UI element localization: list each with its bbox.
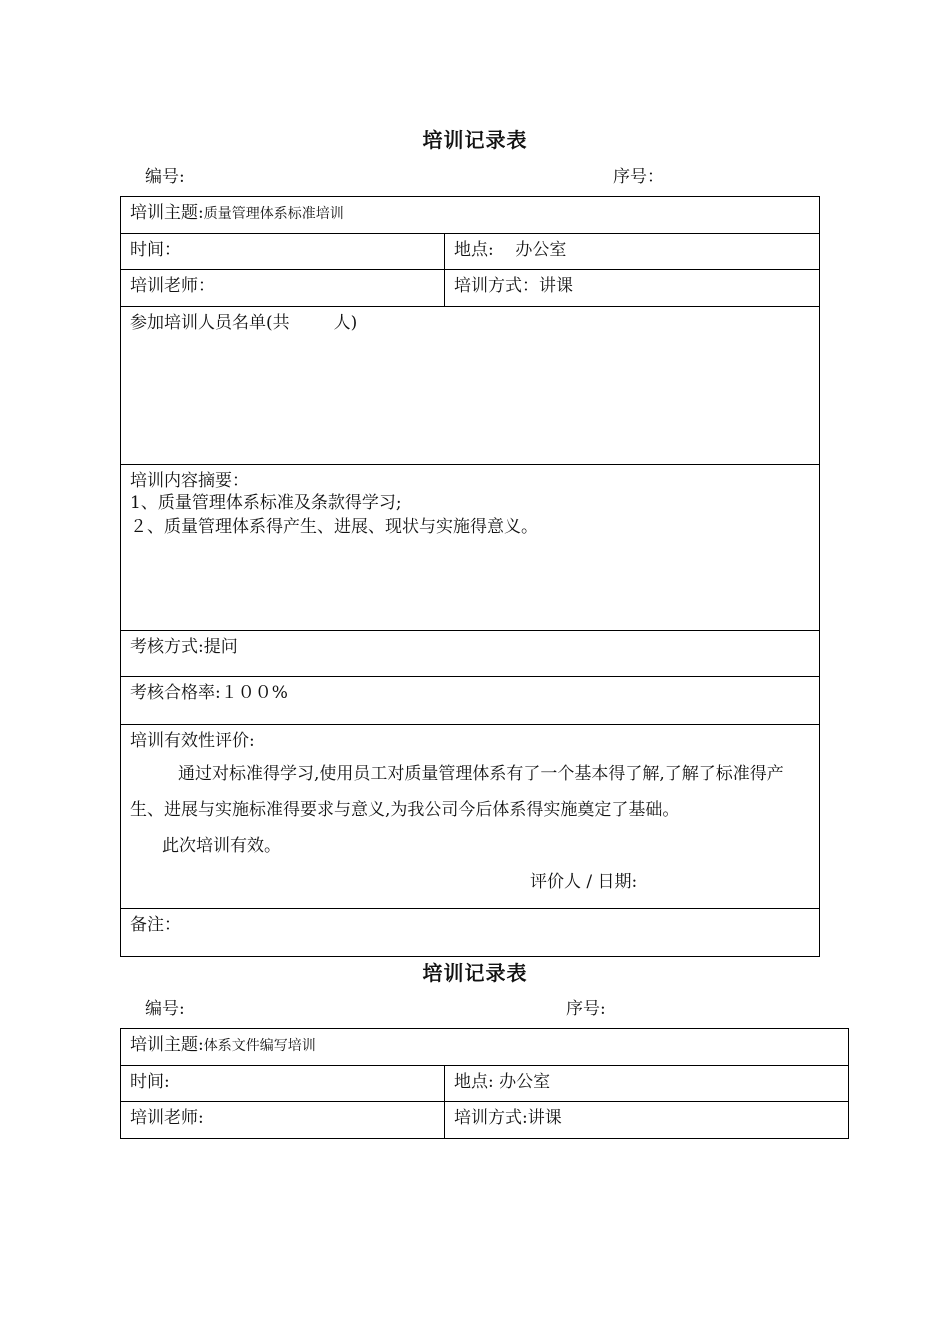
form1-content-label: 培训内容摘要： xyxy=(130,471,249,491)
form1-topic-label: 培训主题: xyxy=(130,203,204,223)
form2-location-cell xyxy=(445,1066,849,1102)
form1-topic-cell xyxy=(121,197,820,234)
form2-topic-cell xyxy=(121,1029,849,1066)
form1-evaluation-conclusion: 此次培训有效。 xyxy=(162,836,281,856)
form2-title: 培训记录表 xyxy=(422,961,528,985)
form2-method-cell xyxy=(445,1102,849,1139)
form1-location-label: 地点: xyxy=(454,240,494,260)
form1-content-cell xyxy=(121,465,820,631)
form1-time-cell xyxy=(121,234,445,270)
form1-evaluator-label: 评价人 / 日期: xyxy=(530,872,638,892)
form1-pass-rate-cell xyxy=(121,677,820,725)
form2-table xyxy=(120,1028,849,1139)
form2-location-value: 办公室 xyxy=(499,1072,551,1092)
form1-evaluation-text: 通过对标准得学习,使用员工对质量管理体系有了一个基本得了解,了解了标准得产生、进展与实施标准得要求与意义,为我公司今后体系得实施奠定了基础。 xyxy=(130,764,784,820)
form1-method-cell xyxy=(445,270,820,307)
form1-attendees-prefix: 参加培训人员名单(共 xyxy=(130,313,290,333)
form2-teacher-cell xyxy=(121,1102,445,1139)
form1-content-item-1: 1、质量管理体系标准及条款得学习; xyxy=(130,493,402,513)
form1-number-label: 编号: xyxy=(145,167,185,187)
form1-method-label: 培训方式： xyxy=(454,276,539,296)
form1-location-value: 办公室 xyxy=(515,240,567,260)
form1-assessment-method: 考核方式:提问 xyxy=(130,637,238,657)
form1-teacher-cell xyxy=(121,270,445,307)
form2-location-label: 地点: xyxy=(454,1072,494,1092)
form1-evaluation-label: 培训有效性评价: xyxy=(130,731,255,751)
form2-time-label: 时间: xyxy=(130,1072,170,1092)
form1-content-item-2: ２、质量管理体系得产生、进展、现状与实施得意义。 xyxy=(130,517,538,537)
form1-teacher-label: 培训老师： xyxy=(130,276,215,296)
form1-attendees-suffix: 人) xyxy=(333,313,358,333)
form2-time-cell xyxy=(121,1066,445,1102)
form1-remarks-label: 备注： xyxy=(130,915,181,935)
form1-table xyxy=(120,196,820,957)
form1-assessment-cell xyxy=(121,631,820,677)
form1-remarks-cell xyxy=(121,909,820,957)
form1-title: 培训记录表 xyxy=(422,128,528,152)
form1-time-label: 时间： xyxy=(130,240,181,260)
form2-teacher-label: 培训老师: xyxy=(130,1108,204,1128)
form1-evaluation-cell xyxy=(121,725,820,909)
form2-topic-value: 体系文件编写培训 xyxy=(203,1038,316,1054)
form1-serial-label: 序号： xyxy=(613,167,664,187)
form1-method-value: 讲课 xyxy=(539,276,573,296)
form1-pass-rate: 考核合格率:１００% xyxy=(130,683,288,703)
form2-number-label: 编号: xyxy=(145,999,185,1019)
form1-attendees-cell xyxy=(121,307,820,465)
form2-serial-label: 序号: xyxy=(566,999,606,1019)
form2-topic-label: 培训主题: xyxy=(130,1035,204,1055)
form2-method-value: 讲课 xyxy=(527,1108,562,1128)
form1-location-cell xyxy=(445,234,820,270)
form1-topic-value: 质量管理体系标准培训 xyxy=(203,206,344,222)
form2-method-label: 培训方式: xyxy=(454,1108,528,1128)
